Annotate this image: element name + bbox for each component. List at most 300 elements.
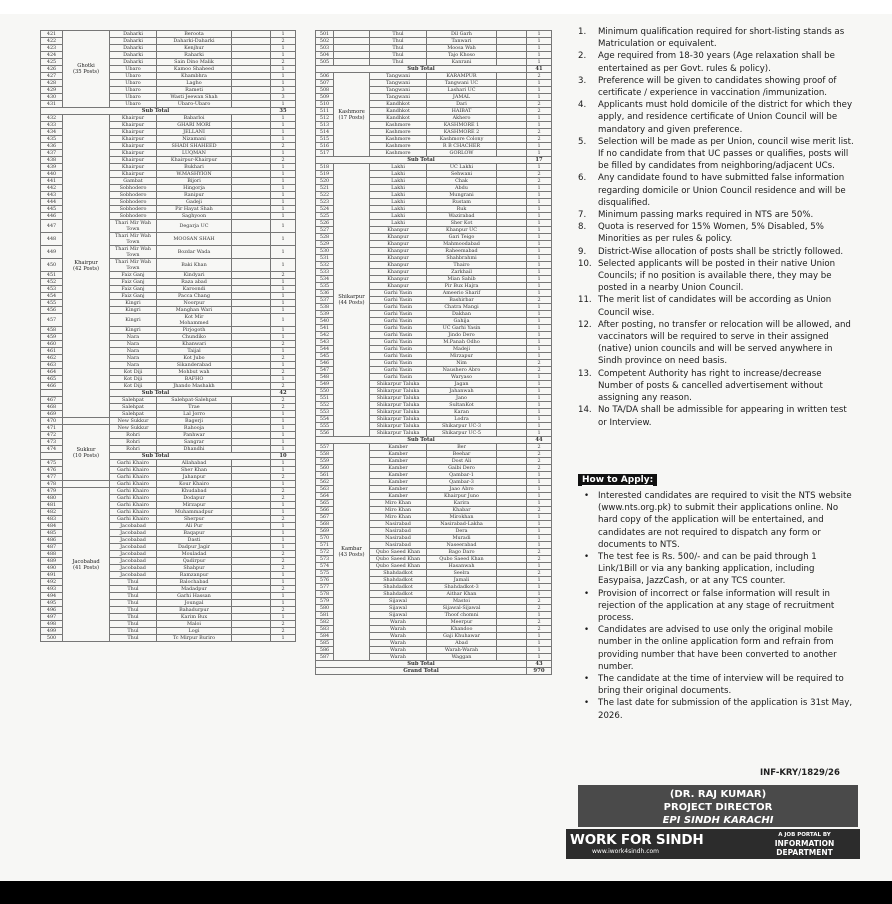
tehsil-name: Jacobabad bbox=[120, 523, 146, 529]
note-number: 5. bbox=[578, 136, 587, 147]
union-council-cell bbox=[427, 339, 497, 346]
posts-count: 1 bbox=[527, 402, 552, 409]
union-council-cell bbox=[157, 341, 232, 348]
note-item bbox=[578, 294, 856, 318]
note-item bbox=[578, 26, 856, 50]
posts-count: 1 bbox=[271, 502, 296, 509]
posts-count: 1 bbox=[271, 178, 296, 185]
union-council-cell bbox=[157, 143, 232, 150]
posts-count: 1 bbox=[527, 241, 552, 248]
tehsil-cell bbox=[370, 374, 427, 381]
posts-count: 2 bbox=[527, 108, 552, 115]
posts-count: 2 bbox=[271, 59, 296, 66]
union-council-cell bbox=[157, 537, 232, 544]
subtotal-label: Sub Total bbox=[316, 437, 527, 444]
tehsil-name: Khanpur bbox=[387, 276, 409, 282]
table-row bbox=[316, 437, 552, 444]
union-council-name: R B CHACHER bbox=[442, 143, 481, 149]
note-text: Selected applicants will be posted in their native Union Councils; if no position is available there, they may be posted in a nearby Union Council. bbox=[598, 258, 836, 294]
posts-count: 1 bbox=[527, 633, 552, 640]
blank-cell bbox=[497, 325, 527, 332]
tehsil-name: Salehpat bbox=[122, 397, 144, 403]
serial-number: 528 bbox=[316, 234, 334, 241]
tehsil-cell bbox=[110, 307, 157, 314]
union-council-name: Jagan bbox=[454, 381, 469, 387]
serial-number: 559 bbox=[316, 458, 334, 465]
note-number: 4. bbox=[578, 100, 587, 111]
union-council-name: Ali Pur bbox=[185, 523, 203, 529]
table-row bbox=[316, 668, 552, 675]
tehsil-cell bbox=[110, 94, 157, 101]
signature-block bbox=[578, 785, 858, 827]
tehsil-cell bbox=[110, 516, 157, 523]
blank-cell bbox=[232, 439, 271, 446]
blank-cell bbox=[497, 136, 527, 143]
serial-number: 504 bbox=[316, 52, 334, 59]
tehsil-name: Nara bbox=[126, 348, 140, 354]
blank-cell bbox=[497, 59, 527, 66]
district-name: Khairpur bbox=[74, 260, 98, 266]
serial-number: 511 bbox=[316, 108, 334, 115]
posts-count: 1 bbox=[527, 339, 552, 346]
union-council-name: Manghan Wari bbox=[175, 307, 213, 313]
tehsil-cell bbox=[370, 227, 427, 234]
union-council-cell bbox=[427, 500, 497, 507]
union-council-cell bbox=[427, 325, 497, 332]
union-council-cell bbox=[157, 73, 232, 80]
tehsil-cell bbox=[110, 593, 157, 600]
union-council-cell bbox=[427, 367, 497, 374]
union-council-cell bbox=[157, 150, 232, 157]
posts-count: 1 bbox=[271, 164, 296, 171]
union-council-name: Gahija bbox=[453, 318, 470, 324]
tehsil-cell bbox=[110, 199, 157, 206]
tehsil-cell bbox=[110, 425, 157, 432]
serial-number: 507 bbox=[316, 80, 334, 87]
tehsil-name: Tangwani bbox=[386, 80, 410, 86]
table-row bbox=[41, 481, 296, 488]
note-text: Minimum qualification required for short-listing stands as Matriculation or equivalent. bbox=[598, 27, 845, 50]
serial-number: 469 bbox=[41, 411, 63, 418]
tehsil-name: Khairpur bbox=[121, 129, 145, 135]
serial-number: 551 bbox=[316, 395, 334, 402]
tehsil-cell bbox=[370, 241, 427, 248]
union-council-cell bbox=[427, 304, 497, 311]
tehsil-name: Kashmore bbox=[385, 150, 411, 156]
tehsil-cell bbox=[110, 439, 157, 446]
union-council-name: Lal Jorro bbox=[183, 411, 205, 417]
tehsil-cell bbox=[370, 563, 427, 570]
union-council-name: Trae bbox=[188, 404, 200, 410]
note-text: Quota is reserved for 15% Women, 5% Disabled, 5% Minorities as per rules & policy. bbox=[598, 222, 824, 245]
union-council-name: Daharki-Daharki bbox=[173, 38, 215, 44]
subtotal-value: 10 bbox=[271, 453, 296, 460]
subtotal-value: 44 bbox=[527, 437, 552, 444]
serial-number: 550 bbox=[316, 388, 334, 395]
tehsil-cell bbox=[110, 129, 157, 136]
union-council-name: Kindyari bbox=[183, 272, 205, 278]
union-council-name: Pir Hayat Shah bbox=[175, 206, 213, 212]
union-council-cell bbox=[427, 59, 497, 66]
tehsil-cell bbox=[370, 87, 427, 94]
union-council-name: Sangrar bbox=[183, 439, 205, 445]
serial-number: 576 bbox=[316, 577, 334, 584]
blank-cell bbox=[232, 272, 271, 279]
apply-item bbox=[578, 697, 856, 721]
posts-count: 1 bbox=[527, 115, 552, 122]
union-council-name: Hingorja bbox=[183, 185, 205, 191]
tehsil-name-cont: Town bbox=[126, 265, 140, 271]
serial-number: 460 bbox=[41, 341, 63, 348]
blank-cell bbox=[232, 411, 271, 418]
serial-number: 566 bbox=[316, 507, 334, 514]
posts-count: 1 bbox=[527, 346, 552, 353]
tehsil-cell bbox=[110, 579, 157, 586]
tehsil-cell bbox=[370, 52, 427, 59]
tehsil-cell bbox=[370, 535, 427, 542]
tehsil-cell bbox=[110, 537, 157, 544]
posts-count: 1 bbox=[527, 472, 552, 479]
blank-cell bbox=[497, 612, 527, 619]
tehsil-name: Miro Khan bbox=[384, 500, 412, 506]
posts-count: 1 bbox=[271, 418, 296, 425]
blank-cell bbox=[232, 565, 271, 572]
union-council-name: Gaji Khuhawar bbox=[443, 633, 480, 639]
serial-number: 560 bbox=[316, 465, 334, 472]
union-council-cell bbox=[157, 607, 232, 614]
blank-cell bbox=[232, 607, 271, 614]
blank-cell bbox=[497, 297, 527, 304]
tehsil-cell bbox=[110, 279, 157, 286]
tehsil-name: Faiz Ganj bbox=[121, 272, 145, 278]
serial-number: 585 bbox=[316, 640, 334, 647]
blank-cell bbox=[497, 94, 527, 101]
tehsil-name: Garhi Khairo bbox=[117, 474, 149, 480]
note-number: 2. bbox=[578, 51, 587, 62]
tehsil-cell bbox=[110, 495, 157, 502]
union-council-cell bbox=[427, 164, 497, 171]
blank-cell bbox=[497, 52, 527, 59]
posts-count: 2 bbox=[271, 397, 296, 404]
district-cell-empty bbox=[334, 45, 370, 52]
union-council-name: Bashirbar bbox=[449, 297, 474, 303]
union-council-cell bbox=[157, 467, 232, 474]
serial-number: 425 bbox=[41, 59, 63, 66]
tehsil-cell bbox=[370, 283, 427, 290]
tehsil-name: Garhi Yasin bbox=[383, 374, 413, 380]
district-name: Ghotki bbox=[77, 63, 95, 69]
note-number: 9. bbox=[578, 246, 587, 257]
serial-number: 517 bbox=[316, 150, 334, 157]
tehsil-name: Garhi Yasin bbox=[383, 290, 413, 296]
serial-number: 438 bbox=[41, 157, 63, 164]
note-item bbox=[578, 368, 856, 405]
tehsil-cell bbox=[370, 290, 427, 297]
serial-number: 549 bbox=[316, 381, 334, 388]
tehsil-name: Khanpur bbox=[387, 283, 409, 289]
tehsil-cell bbox=[370, 479, 427, 486]
serial-number: 489 bbox=[41, 558, 63, 565]
tehsil-cell bbox=[370, 339, 427, 346]
serial-number: 573 bbox=[316, 556, 334, 563]
blank-cell bbox=[232, 509, 271, 516]
blank-cell bbox=[497, 269, 527, 276]
tehsil-name: Khairpur bbox=[121, 171, 145, 177]
tehsil-cell bbox=[370, 360, 427, 367]
serial-number: 455 bbox=[41, 300, 63, 307]
tehsil-name: Garhi Khairo bbox=[117, 516, 149, 522]
union-council-name: Jano bbox=[456, 395, 467, 401]
tehsil-name: Qubo Saeed Khan bbox=[375, 556, 421, 562]
tehsil-cell bbox=[370, 94, 427, 101]
serial-number: 468 bbox=[41, 404, 63, 411]
union-council-cell bbox=[157, 348, 232, 355]
tehsil-name: Kamber bbox=[388, 479, 408, 485]
posts-count: 2 bbox=[271, 558, 296, 565]
tehsil-cell bbox=[370, 206, 427, 213]
union-council-name: Sehwani bbox=[450, 171, 473, 177]
union-council-cell bbox=[427, 52, 497, 59]
serial-number: 453 bbox=[41, 286, 63, 293]
posts-count: 1 bbox=[527, 45, 552, 52]
serial-number: 516 bbox=[316, 143, 334, 150]
tehsil-cell bbox=[370, 591, 427, 598]
tehsil-cell bbox=[370, 472, 427, 479]
posts-count: 2 bbox=[527, 507, 552, 514]
tehsil-name: Miro Khan bbox=[384, 514, 412, 520]
apply-text: The candidate at the time of interview will be required to bring their original documents. bbox=[598, 674, 844, 697]
tehsil-name: Lakhi bbox=[391, 213, 405, 219]
serial-number: 568 bbox=[316, 521, 334, 528]
tehsil-name: Shikarpur Taluka bbox=[376, 402, 420, 408]
blank-cell bbox=[232, 300, 271, 307]
district-cell bbox=[63, 31, 110, 108]
tehsil-cell bbox=[370, 80, 427, 87]
serial-number: 548 bbox=[316, 374, 334, 381]
how-to-apply-list bbox=[578, 490, 856, 722]
union-council-name: Dera bbox=[455, 528, 468, 534]
tehsil-name: Qubo Saeed Khan bbox=[375, 563, 421, 569]
union-council-name: Chundiko bbox=[182, 334, 206, 340]
district-posts: (10 Posts) bbox=[72, 452, 100, 459]
posts-count: 1 bbox=[527, 269, 552, 276]
note-item bbox=[578, 209, 856, 221]
union-council-cell bbox=[157, 45, 232, 52]
tehsil-name: Kamber bbox=[388, 465, 408, 471]
posts-count: 1 bbox=[271, 286, 296, 293]
apply-item bbox=[578, 588, 856, 625]
serial-number: 580 bbox=[316, 605, 334, 612]
serial-number: 490 bbox=[41, 565, 63, 572]
serial-number: 543 bbox=[316, 339, 334, 346]
tehsil-name: Qubo Saeed Khan bbox=[375, 549, 421, 555]
tehsil-name-cont: Town bbox=[126, 252, 140, 258]
tehsil-cell bbox=[370, 367, 427, 374]
posts-count: 2 bbox=[271, 586, 296, 593]
tehsil-name: Nasirabad bbox=[385, 535, 411, 541]
serial-number: 479 bbox=[41, 488, 63, 495]
union-council-cell bbox=[157, 586, 232, 593]
union-council-name: Hasanwah bbox=[448, 563, 475, 569]
tehsil-name: Lakhi bbox=[391, 171, 405, 177]
union-council-cell bbox=[427, 199, 497, 206]
posts-count: 1 bbox=[527, 38, 552, 45]
serial-number: 482 bbox=[41, 509, 63, 516]
district-posts: (44 Posts) bbox=[338, 300, 365, 306]
tehsil-cell bbox=[370, 409, 427, 416]
blank-cell bbox=[497, 234, 527, 241]
tehsil-name: Kandhkot bbox=[386, 101, 410, 107]
tehsil-cell bbox=[370, 262, 427, 269]
serial-number: 449 bbox=[41, 246, 63, 259]
tehsil-name: Warah bbox=[390, 654, 406, 660]
tehsil-name: Kot Diji bbox=[123, 383, 143, 389]
blank-cell bbox=[232, 129, 271, 136]
tehsil-cell bbox=[370, 255, 427, 262]
tehsil-name: Kandhkot bbox=[386, 115, 410, 121]
note-text: Minimum passing marks required in NTS are 50%. bbox=[598, 210, 814, 221]
posts-count: 1 bbox=[271, 635, 296, 642]
tehsil-name: Warah bbox=[390, 640, 406, 646]
blank-cell bbox=[232, 80, 271, 87]
union-council-name: Saghyoon bbox=[181, 213, 207, 219]
posts-count: 1 bbox=[527, 227, 552, 234]
union-council-name: Shahbrahmi bbox=[446, 255, 477, 261]
tehsil-cell bbox=[110, 628, 157, 635]
posts-count: 1 bbox=[527, 150, 552, 157]
tehsil-cell bbox=[370, 101, 427, 108]
blank-cell bbox=[497, 31, 527, 38]
union-council-name: Mirokhan bbox=[449, 514, 474, 520]
tehsil-name: Kashmore bbox=[385, 129, 411, 135]
posts-count: 1 bbox=[271, 279, 296, 286]
banner-department: INFORMATION DEPARTMENT bbox=[774, 839, 835, 857]
union-council-cell bbox=[157, 614, 232, 621]
tehsil-cell bbox=[370, 213, 427, 220]
tehsil-cell bbox=[370, 444, 427, 451]
tehsil-name: Nara bbox=[126, 334, 140, 340]
union-council-cell bbox=[427, 283, 497, 290]
union-council-cell bbox=[157, 530, 232, 537]
union-council-name: Khabar bbox=[452, 507, 471, 513]
tehsil-name: Thul bbox=[127, 607, 139, 613]
serial-number: 520 bbox=[316, 178, 334, 185]
posts-count: 2 bbox=[527, 619, 552, 626]
posts-count: 1 bbox=[271, 432, 296, 439]
serial-number: 427 bbox=[41, 73, 63, 80]
note-number: 12. bbox=[578, 319, 592, 330]
tehsil-cell bbox=[110, 73, 157, 80]
tehsil-cell bbox=[110, 572, 157, 579]
tehsil-name: Thul bbox=[392, 31, 404, 37]
tehsil-cell bbox=[370, 164, 427, 171]
union-council-name: Mahmoodabad bbox=[443, 241, 480, 247]
union-council-cell bbox=[157, 59, 232, 66]
grand-total-value: 970 bbox=[527, 668, 552, 675]
tehsil-name: Khanpur bbox=[387, 255, 409, 261]
union-council-name: Dari bbox=[456, 101, 467, 107]
tehsil-cell bbox=[370, 129, 427, 136]
blank-cell bbox=[232, 383, 271, 390]
blank-cell bbox=[232, 425, 271, 432]
blank-cell bbox=[232, 376, 271, 383]
serial-number: 493 bbox=[41, 586, 63, 593]
tehsil-cell bbox=[370, 458, 427, 465]
posts-count: 1 bbox=[527, 493, 552, 500]
posts-count: 1 bbox=[271, 411, 296, 418]
serial-number: 582 bbox=[316, 619, 334, 626]
tehsil-name: Shikarpur Taluka bbox=[376, 395, 420, 401]
posts-count: 3 bbox=[271, 87, 296, 94]
tehsil-cell bbox=[110, 530, 157, 537]
serial-number: 439 bbox=[41, 164, 63, 171]
blank-cell bbox=[497, 290, 527, 297]
tehsil-cell bbox=[370, 234, 427, 241]
tehsil-name: Gambat bbox=[123, 178, 143, 184]
tehsil-name: Khairpur bbox=[121, 150, 145, 156]
union-council-cell bbox=[157, 327, 232, 334]
posts-count: 2 bbox=[527, 136, 552, 143]
union-council-cell bbox=[427, 143, 497, 150]
serial-number: 569 bbox=[316, 528, 334, 535]
union-council-name: Kashmore Colony bbox=[439, 136, 484, 142]
tehsil-name: Salehpat bbox=[122, 404, 144, 410]
blank-cell bbox=[232, 355, 271, 362]
tehsil-cell bbox=[370, 605, 427, 612]
union-council-name: Ameerio Sharif bbox=[442, 290, 481, 296]
union-council-name: Jamali bbox=[453, 577, 470, 583]
subtotal-label: Sub Total bbox=[41, 390, 271, 397]
posts-count: 1 bbox=[271, 467, 296, 474]
tehsil-name: Rohri bbox=[126, 439, 140, 445]
union-council-cell bbox=[427, 262, 497, 269]
note-number: 10. bbox=[578, 258, 592, 269]
note-item bbox=[578, 136, 856, 173]
serial-number: 487 bbox=[41, 544, 63, 551]
note-number: 13. bbox=[578, 368, 592, 379]
note-item bbox=[578, 221, 856, 245]
posts-count: 1 bbox=[271, 579, 296, 586]
tehsil-name: Lakhi bbox=[391, 178, 405, 184]
subtotal-value: 17 bbox=[527, 157, 552, 164]
posts-count: 1 bbox=[527, 535, 552, 542]
union-council-cell bbox=[157, 376, 232, 383]
union-council-name: SHADI SHAHEED bbox=[171, 143, 217, 149]
tehsil-cell bbox=[370, 108, 427, 115]
apply-text: The test fee is Rs. 500/- and can be paid through 1 Link/1Bill or via any banking application, including Easypaisa, JazzCash, or at any TCS counter. bbox=[598, 552, 817, 587]
tehsil-cell bbox=[110, 164, 157, 171]
posts-count: 2 bbox=[271, 341, 296, 348]
district-posts: (17 Posts) bbox=[338, 114, 365, 121]
union-council-cell bbox=[157, 87, 232, 94]
serial-number: 429 bbox=[41, 87, 63, 94]
eligibility-notes-list bbox=[578, 26, 856, 429]
tehsil-name: Nara bbox=[126, 341, 140, 347]
tehsil-name: Nasirabad bbox=[385, 521, 411, 527]
tehsil-cell bbox=[110, 565, 157, 572]
blank-cell bbox=[232, 115, 271, 122]
tehsil-name: Thari Mir Wah bbox=[115, 233, 151, 239]
posts-count: 1 bbox=[271, 314, 296, 327]
posts-count: 1 bbox=[271, 213, 296, 220]
posts-count: 2 bbox=[527, 451, 552, 458]
blank-cell bbox=[497, 80, 527, 87]
posts-count: 2 bbox=[527, 297, 552, 304]
posts-count: 2 bbox=[527, 598, 552, 605]
tehsil-name: Kamber bbox=[388, 444, 408, 450]
posts-count: 2 bbox=[271, 157, 296, 164]
union-council-cell bbox=[157, 259, 232, 272]
